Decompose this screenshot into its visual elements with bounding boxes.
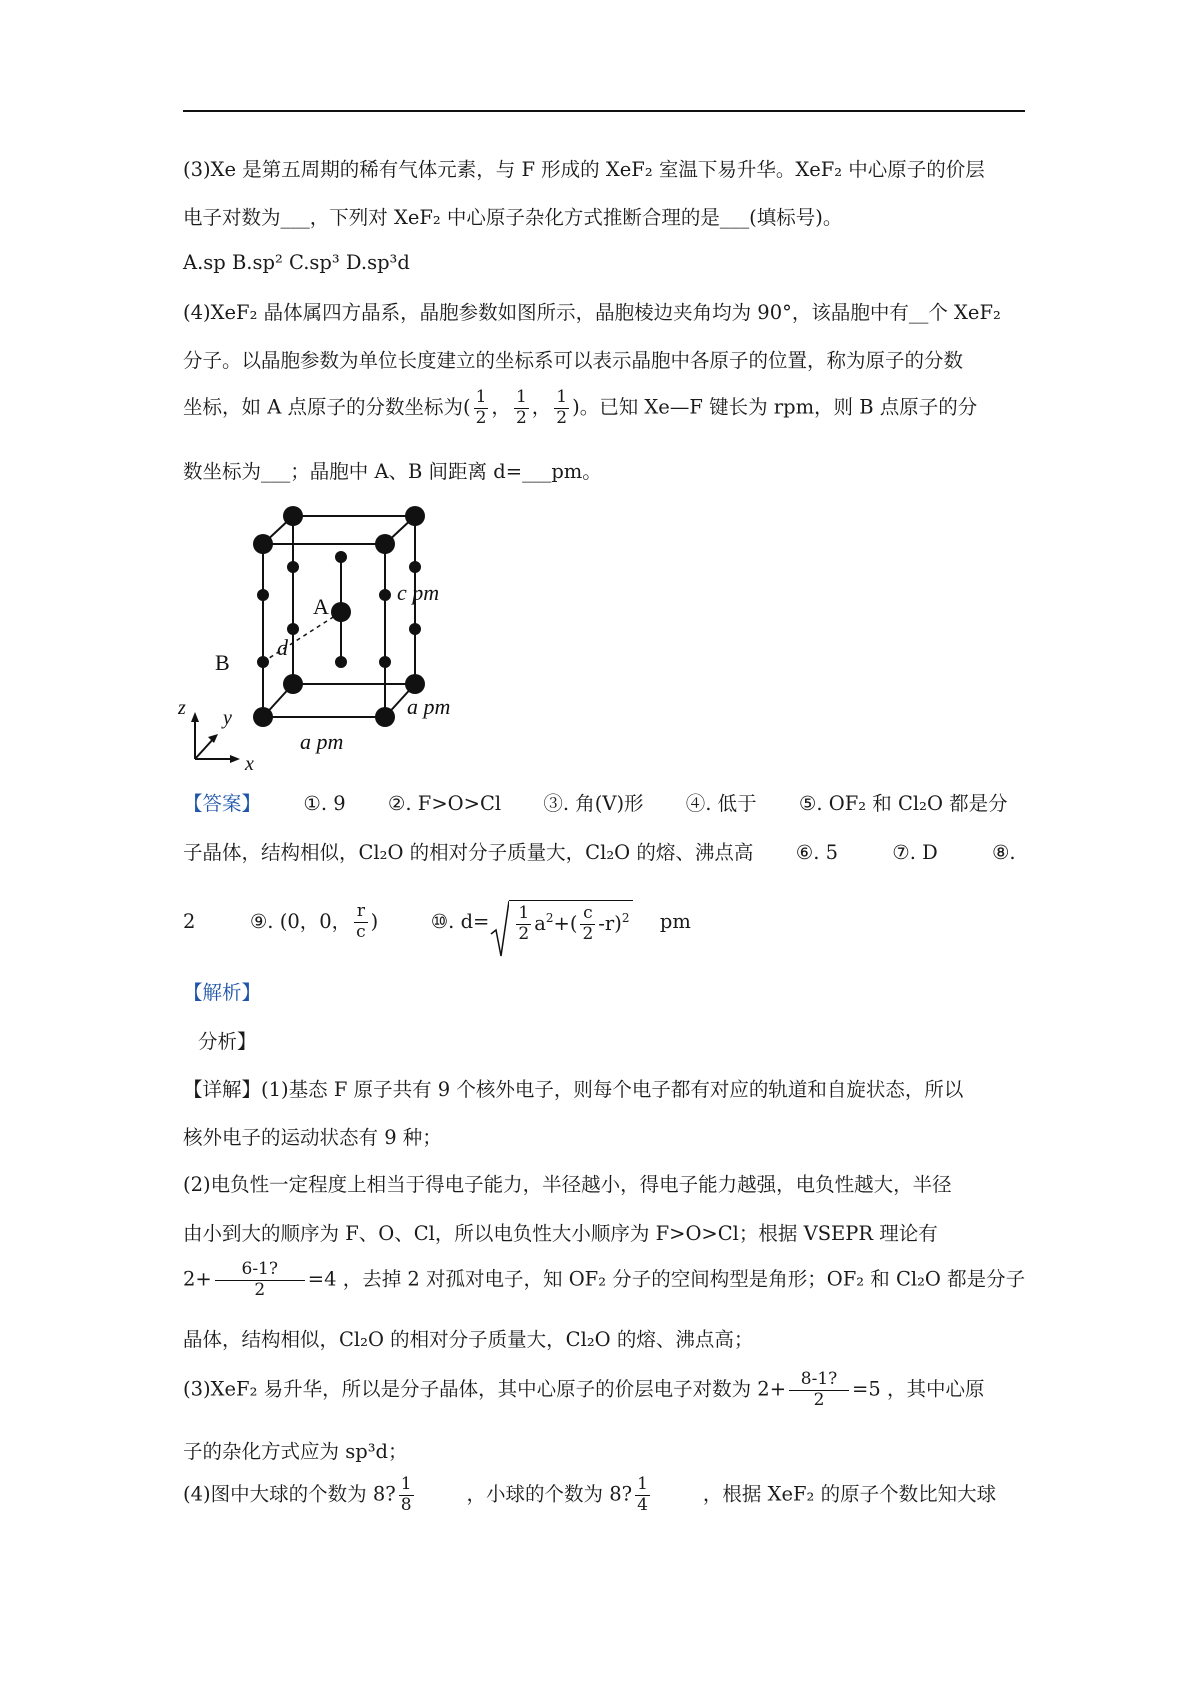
sqrt-expression: $\frac{1}{2}$ $a^2+$( $\frac{c}{2}$ -r)$^2$ <box>489 900 633 945</box>
label-a-pm-right: a pm <box>407 694 451 719</box>
detail-p2-l3-post: =4 ，去掉 2 对孤对电子，知 OF₂ 分子的空间构型是角形；OF₂ 和 Cl₂O 都是分子 <box>307 1267 1026 1291</box>
axis-x-label: x <box>245 753 254 775</box>
f-atom <box>287 561 299 573</box>
xe-atom <box>253 534 273 554</box>
q4-line4: 数坐标为___；晶胞中 A、B 间距离 d=___pm。 <box>183 460 602 483</box>
detail-p1-l1: (1)基态 F 原子共有 9 个核外电子，则每个电子都有对应的轨道和自旋状态，所以 <box>261 1078 964 1101</box>
label-a-pm-bottom: a pm <box>300 729 344 754</box>
detail-p4-mid: ，小球的个数为 8? <box>466 1482 633 1506</box>
label-c-pm: c pm <box>397 580 440 605</box>
detail-p3-l1 <box>183 1370 985 1410</box>
answer-9-post: ) <box>370 909 379 933</box>
answer-4: ④. 低于 <box>685 792 757 815</box>
q3-line2: 电子对数为___，下列对 XeF₂ 中心原子杂化方式推断合理的是___(填标号)。 <box>183 206 843 229</box>
detail-p3-post: =5 ，其中心原 <box>852 1377 985 1401</box>
xe-atom <box>375 707 395 727</box>
header-rule <box>183 110 1025 112</box>
detail-p2-l3 <box>183 1260 1025 1300</box>
detail-p4-pre: (4)图中大球的个数为 8? <box>183 1482 396 1506</box>
analysis-sub: 分析】 <box>198 1030 257 1053</box>
answer-10-pre: ⑩. d= <box>430 909 490 933</box>
xe-atom <box>375 534 395 554</box>
answer-5-cont: 子晶体，结构相似，Cl₂O 的相对分子质量大，Cl₂O 的熔、沸点高 <box>183 841 754 864</box>
label-d: d <box>277 635 288 660</box>
f-atom <box>409 623 421 635</box>
answer-8: ⑧. <box>991 841 1016 864</box>
label-b: B <box>215 650 230 675</box>
f-atom <box>257 656 269 668</box>
answer-line3 <box>183 900 691 945</box>
detail-tag: 【详解】 <box>183 1078 262 1101</box>
fraction: $\frac{1}{2}$ <box>475 387 487 428</box>
detail-p2-l2: 由小到大的顺序为 F、O、Cl，所以电负性大小顺序为 F>O>Cl；根据 VSEPR 理论有 <box>183 1222 938 1245</box>
detail-line1 <box>183 1075 963 1105</box>
fraction: $\frac{8-1?}{2}$ <box>789 1370 849 1410</box>
q4-line2: 分子。以晶胞参数为单位长度建立的坐标系可以表示晶胞中各原子的位置，称为原子的分数 <box>183 349 964 372</box>
f-atom <box>257 589 269 601</box>
detail-p2-l1: (2)电负性一定程度上相当于得电子能力，半径越小，得电子能力越强，电负性越大，半径 <box>183 1173 952 1196</box>
f-atom <box>379 589 391 601</box>
q4-line3: 坐标，如 A 点原子的分数坐标为( $\frac{1}{2}$ ， $\frac{1}{2}$ ， $\frac{1}{2}$ )。已知 Xe—F 键长为 rpm，则 B 点原子的分 <box>183 387 978 428</box>
answer-3: ③. 角(V)形 <box>543 792 644 815</box>
detail-p4-l1 <box>183 1475 996 1515</box>
axis-z-label: z <box>178 697 186 719</box>
answer-8-cont: 2 <box>183 909 196 933</box>
detail-p3-pre: (3)XeF₂ 易升华，所以是分子晶体，其中心原子的价层电子对数为 2+ <box>183 1377 787 1401</box>
f-atom <box>335 551 347 563</box>
answer-2: ②. F>O>Cl <box>387 792 502 815</box>
q4-line1: (4)XeF₂ 晶体属四方晶系，晶胞参数如图所示，晶胞棱边夹角均为 90°，该晶胞中有__个 XeF₂ <box>183 301 1001 324</box>
answer-5: ⑤. OF₂ 和 Cl₂O 都是分 <box>798 792 1008 815</box>
answer-line1 <box>183 789 1008 819</box>
q4-line3-pre: 坐标，如 A 点原子的分数坐标为( <box>183 395 471 419</box>
fraction: $\frac{1}{4}$ <box>637 1474 648 1515</box>
answer-6: ⑥. 5 <box>795 841 839 864</box>
detail-p1-l2: 核外电子的运动状态有 9 种； <box>183 1126 442 1149</box>
q3-line1: (3)Xe 是第五周期的稀有气体元素，与 F 形成的 XeF₂ 室温下易升华。XeF₂ 中心原子的价层 <box>183 158 985 181</box>
f-atom <box>335 656 347 668</box>
answer-line2 <box>183 838 1016 868</box>
answer-10-unit: pm <box>659 909 691 933</box>
unit-cell-diagram <box>175 492 515 782</box>
detail-p3-l2: 子的杂化方式应为 sp³d； <box>183 1440 408 1463</box>
fraction: $\frac{1}{2}$ <box>556 387 568 428</box>
xe-atom <box>283 506 303 526</box>
q3-options: A.sp B.sp² C.sp³ D.sp³d <box>183 251 410 274</box>
f-atom <box>287 623 299 635</box>
fraction: $\frac{r}{c}$ <box>356 901 366 942</box>
xe-atom-a <box>331 602 351 622</box>
f-atom <box>409 561 421 573</box>
xe-atom <box>283 674 303 694</box>
detail-p4-post: ，根据 XeF₂ 的原子个数比知大球 <box>702 1482 997 1506</box>
q4-line3-post: )。已知 Xe—F 键长为 rpm，则 B 点原子的分 <box>572 395 978 419</box>
radical-sign-icon <box>489 900 509 960</box>
label-a: A <box>313 594 329 619</box>
fraction: $\frac{1}{8}$ <box>400 1474 412 1515</box>
answer-9-pre: ⑨. (0，0， <box>249 909 352 933</box>
xe-atom <box>405 674 425 694</box>
answer-tag: 【答案】 <box>183 792 262 815</box>
fraction: $\frac{1}{2}$ <box>515 387 527 428</box>
answer-1: ①. 9 <box>303 792 346 815</box>
answer-7: ⑦. D <box>892 841 938 864</box>
detail-p2-l4: 晶体，结构相似，Cl₂O 的相对分子质量大，Cl₂O 的熔、沸点高； <box>183 1328 754 1351</box>
f-atom <box>379 656 391 668</box>
xe-atom <box>405 506 425 526</box>
analysis-tag: 【解析】 <box>183 981 262 1004</box>
detail-p2-pre: 2+ <box>183 1267 212 1291</box>
axis-y-label: y <box>223 707 232 729</box>
fraction: $\frac{6-1?}{2}$ <box>215 1260 305 1300</box>
xe-atom <box>253 707 273 727</box>
